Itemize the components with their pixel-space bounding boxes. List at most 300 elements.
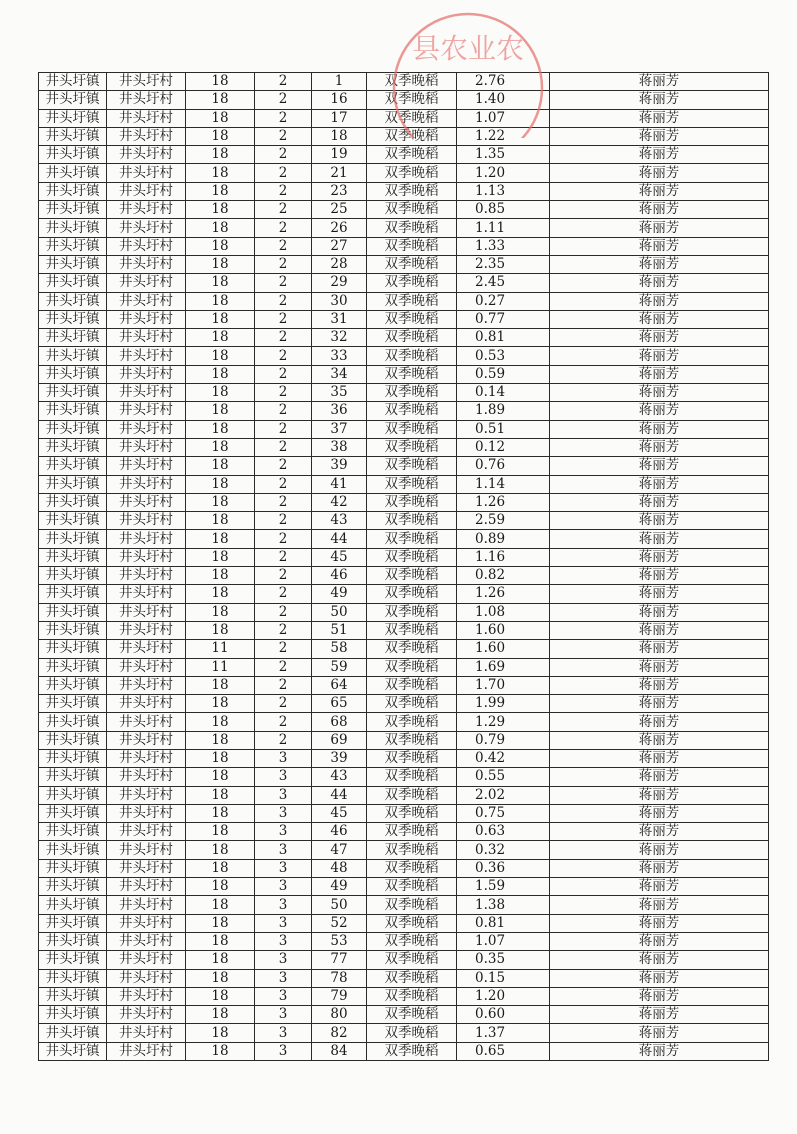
area-cell: 0.42 <box>457 749 550 767</box>
person-cell: 蒋丽芳 <box>550 932 769 950</box>
crop-cell: 双季晚稻 <box>367 951 457 969</box>
group-cell: 18 <box>186 201 255 219</box>
plot-number-cell: 32 <box>312 329 367 347</box>
group-cell: 18 <box>186 310 255 328</box>
area-cell: 0.51 <box>457 420 550 438</box>
table-row <box>39 621 769 639</box>
village-cell: 井头圩村 <box>107 567 186 585</box>
table-row <box>39 914 769 932</box>
table-row <box>39 438 769 456</box>
zone-cell: 2 <box>255 164 312 182</box>
town-cell: 井头圩镇 <box>39 201 107 219</box>
zone-cell: 2 <box>255 548 312 566</box>
village-cell: 井头圩村 <box>107 749 186 767</box>
zone-cell: 2 <box>255 420 312 438</box>
town-cell: 井头圩镇 <box>39 274 107 292</box>
person-cell: 蒋丽芳 <box>550 164 769 182</box>
table-row <box>39 695 769 713</box>
village-cell: 井头圩村 <box>107 548 186 566</box>
village-cell: 井头圩村 <box>107 402 186 420</box>
area-cell: 2.35 <box>457 255 550 273</box>
area-cell: 1.38 <box>457 896 550 914</box>
group-cell: 11 <box>186 658 255 676</box>
zone-cell: 2 <box>255 512 312 530</box>
town-cell: 井头圩镇 <box>39 987 107 1005</box>
town-cell: 井头圩镇 <box>39 1042 107 1060</box>
town-cell: 井头圩镇 <box>39 695 107 713</box>
plot-number-cell: 46 <box>312 823 367 841</box>
area-cell: 1.29 <box>457 713 550 731</box>
plot-number-cell: 35 <box>312 384 367 402</box>
table-row <box>39 951 769 969</box>
area-cell: 1.35 <box>457 146 550 164</box>
zone-cell: 3 <box>255 1024 312 1042</box>
plot-number-cell: 44 <box>312 530 367 548</box>
person-cell: 蒋丽芳 <box>550 859 769 877</box>
plot-number-cell: 39 <box>312 457 367 475</box>
group-cell: 18 <box>186 713 255 731</box>
group-cell: 18 <box>186 1024 255 1042</box>
village-cell: 井头圩村 <box>107 109 186 127</box>
village-cell: 井头圩村 <box>107 274 186 292</box>
person-cell: 蒋丽芳 <box>550 402 769 420</box>
town-cell: 井头圩镇 <box>39 420 107 438</box>
town-cell: 井头圩镇 <box>39 402 107 420</box>
person-cell: 蒋丽芳 <box>550 548 769 566</box>
plot-number-cell: 43 <box>312 768 367 786</box>
plot-number-cell: 21 <box>312 164 367 182</box>
crop-cell: 双季晚稻 <box>367 384 457 402</box>
town-cell: 井头圩镇 <box>39 658 107 676</box>
village-cell: 井头圩村 <box>107 512 186 530</box>
town-cell: 井头圩镇 <box>39 475 107 493</box>
crop-cell: 双季晚稻 <box>367 768 457 786</box>
person-cell: 蒋丽芳 <box>550 676 769 694</box>
village-cell: 井头圩村 <box>107 640 186 658</box>
table-row <box>39 749 769 767</box>
town-cell: 井头圩镇 <box>39 347 107 365</box>
area-cell: 0.53 <box>457 347 550 365</box>
town-cell: 井头圩镇 <box>39 969 107 987</box>
crop-cell: 双季晚稻 <box>367 146 457 164</box>
zone-cell: 2 <box>255 530 312 548</box>
town-cell: 井头圩镇 <box>39 292 107 310</box>
table-row <box>39 365 769 383</box>
person-cell: 蒋丽芳 <box>550 567 769 585</box>
table-row <box>39 567 769 585</box>
area-cell: 0.76 <box>457 457 550 475</box>
village-cell: 井头圩村 <box>107 310 186 328</box>
area-cell: 1.11 <box>457 219 550 237</box>
zone-cell: 2 <box>255 585 312 603</box>
zone-cell: 2 <box>255 695 312 713</box>
group-cell: 18 <box>186 329 255 347</box>
crop-cell: 双季晚稻 <box>367 548 457 566</box>
village-cell: 井头圩村 <box>107 804 186 822</box>
zone-cell: 2 <box>255 329 312 347</box>
table-row <box>39 420 769 438</box>
person-cell: 蒋丽芳 <box>550 768 769 786</box>
person-cell: 蒋丽芳 <box>550 182 769 200</box>
town-cell: 井头圩镇 <box>39 219 107 237</box>
area-cell: 1.07 <box>457 109 550 127</box>
group-cell: 18 <box>186 73 255 91</box>
group-cell: 18 <box>186 896 255 914</box>
group-cell: 18 <box>186 951 255 969</box>
village-cell: 井头圩村 <box>107 164 186 182</box>
zone-cell: 3 <box>255 932 312 950</box>
table-row <box>39 768 769 786</box>
table-row <box>39 603 769 621</box>
village-cell: 井头圩村 <box>107 932 186 950</box>
town-cell: 井头圩镇 <box>39 127 107 145</box>
crop-cell: 双季晚稻 <box>367 567 457 585</box>
area-cell: 1.14 <box>457 475 550 493</box>
crop-cell: 双季晚稻 <box>367 493 457 511</box>
person-cell: 蒋丽芳 <box>550 512 769 530</box>
crop-cell: 双季晚稻 <box>367 530 457 548</box>
plot-number-cell: 51 <box>312 621 367 639</box>
town-cell: 井头圩镇 <box>39 146 107 164</box>
plot-number-cell: 69 <box>312 731 367 749</box>
plot-number-cell: 64 <box>312 676 367 694</box>
area-cell: 1.59 <box>457 878 550 896</box>
zone-cell: 2 <box>255 567 312 585</box>
plot-number-cell: 78 <box>312 969 367 987</box>
village-cell: 井头圩村 <box>107 457 186 475</box>
village-cell: 井头圩村 <box>107 841 186 859</box>
person-cell: 蒋丽芳 <box>550 530 769 548</box>
table-row <box>39 658 769 676</box>
person-cell: 蒋丽芳 <box>550 219 769 237</box>
town-cell: 井头圩镇 <box>39 749 107 767</box>
group-cell: 18 <box>186 146 255 164</box>
zone-cell: 2 <box>255 274 312 292</box>
town-cell: 井头圩镇 <box>39 713 107 731</box>
area-cell: 1.26 <box>457 585 550 603</box>
crop-cell: 双季晚稻 <box>367 365 457 383</box>
person-cell: 蒋丽芳 <box>550 896 769 914</box>
crop-cell: 双季晚稻 <box>367 731 457 749</box>
crop-cell: 双季晚稻 <box>367 823 457 841</box>
group-cell: 18 <box>186 749 255 767</box>
person-cell: 蒋丽芳 <box>550 914 769 932</box>
person-cell: 蒋丽芳 <box>550 878 769 896</box>
town-cell: 井头圩镇 <box>39 310 107 328</box>
person-cell: 蒋丽芳 <box>550 640 769 658</box>
village-cell: 井头圩村 <box>107 896 186 914</box>
zone-cell: 2 <box>255 640 312 658</box>
person-cell: 蒋丽芳 <box>550 475 769 493</box>
zone-cell: 2 <box>255 713 312 731</box>
plot-number-cell: 26 <box>312 219 367 237</box>
area-cell: 1.33 <box>457 237 550 255</box>
area-cell: 2.59 <box>457 512 550 530</box>
person-cell: 蒋丽芳 <box>550 695 769 713</box>
zone-cell: 2 <box>255 475 312 493</box>
table-row <box>39 676 769 694</box>
person-cell: 蒋丽芳 <box>550 384 769 402</box>
table-row <box>39 1024 769 1042</box>
crop-cell: 双季晚稻 <box>367 786 457 804</box>
area-cell: 0.55 <box>457 768 550 786</box>
town-cell: 井头圩镇 <box>39 1024 107 1042</box>
person-cell: 蒋丽芳 <box>550 255 769 273</box>
village-cell: 井头圩村 <box>107 585 186 603</box>
person-cell: 蒋丽芳 <box>550 951 769 969</box>
village-cell: 井头圩村 <box>107 621 186 639</box>
plot-number-cell: 68 <box>312 713 367 731</box>
crop-cell: 双季晚稻 <box>367 182 457 200</box>
village-cell: 井头圩村 <box>107 73 186 91</box>
group-cell: 18 <box>186 1006 255 1024</box>
zone-cell: 2 <box>255 146 312 164</box>
group-cell: 18 <box>186 676 255 694</box>
table-row <box>39 127 769 145</box>
village-cell: 井头圩村 <box>107 384 186 402</box>
plot-number-cell: 48 <box>312 859 367 877</box>
group-cell: 18 <box>186 567 255 585</box>
zone-cell: 3 <box>255 786 312 804</box>
village-cell: 井头圩村 <box>107 146 186 164</box>
group-cell: 18 <box>186 987 255 1005</box>
town-cell: 井头圩镇 <box>39 585 107 603</box>
person-cell: 蒋丽芳 <box>550 731 769 749</box>
area-cell: 0.27 <box>457 292 550 310</box>
group-cell: 18 <box>186 475 255 493</box>
table-row <box>39 878 769 896</box>
zone-cell: 3 <box>255 878 312 896</box>
person-cell: 蒋丽芳 <box>550 1024 769 1042</box>
plot-number-cell: 16 <box>312 91 367 109</box>
zone-cell: 3 <box>255 969 312 987</box>
table-row <box>39 73 769 91</box>
crop-cell: 双季晚稻 <box>367 859 457 877</box>
village-cell: 井头圩村 <box>107 329 186 347</box>
person-cell: 蒋丽芳 <box>550 274 769 292</box>
table-row <box>39 786 769 804</box>
table-row <box>39 932 769 950</box>
group-cell: 18 <box>186 859 255 877</box>
area-cell: 1.13 <box>457 182 550 200</box>
town-cell: 井头圩镇 <box>39 73 107 91</box>
zone-cell: 2 <box>255 127 312 145</box>
zone-cell: 2 <box>255 109 312 127</box>
zone-cell: 3 <box>255 896 312 914</box>
crop-cell: 双季晚稻 <box>367 640 457 658</box>
village-cell: 井头圩村 <box>107 201 186 219</box>
town-cell: 井头圩镇 <box>39 1006 107 1024</box>
table-row <box>39 823 769 841</box>
village-cell: 井头圩村 <box>107 365 186 383</box>
person-cell: 蒋丽芳 <box>550 292 769 310</box>
area-cell: 1.22 <box>457 127 550 145</box>
plot-number-cell: 43 <box>312 512 367 530</box>
town-cell: 井头圩镇 <box>39 823 107 841</box>
plot-number-cell: 19 <box>312 146 367 164</box>
area-cell: 1.60 <box>457 640 550 658</box>
group-cell: 18 <box>186 548 255 566</box>
person-cell: 蒋丽芳 <box>550 91 769 109</box>
town-cell: 井头圩镇 <box>39 255 107 273</box>
plot-number-cell: 47 <box>312 841 367 859</box>
village-cell: 井头圩村 <box>107 603 186 621</box>
crop-cell: 双季晚稻 <box>367 676 457 694</box>
village-cell: 井头圩村 <box>107 530 186 548</box>
person-cell: 蒋丽芳 <box>550 237 769 255</box>
town-cell: 井头圩镇 <box>39 512 107 530</box>
group-cell: 18 <box>186 109 255 127</box>
table-row <box>39 987 769 1005</box>
village-cell: 井头圩村 <box>107 237 186 255</box>
zone-cell: 2 <box>255 676 312 694</box>
village-cell: 井头圩村 <box>107 1042 186 1060</box>
village-cell: 井头圩村 <box>107 859 186 877</box>
crop-cell: 双季晚稻 <box>367 274 457 292</box>
person-cell: 蒋丽芳 <box>550 749 769 767</box>
group-cell: 18 <box>186 402 255 420</box>
plot-number-cell: 46 <box>312 567 367 585</box>
zone-cell: 3 <box>255 914 312 932</box>
zone-cell: 2 <box>255 310 312 328</box>
table-row <box>39 731 769 749</box>
table-row <box>39 1042 769 1060</box>
plot-number-cell: 38 <box>312 438 367 456</box>
table-row <box>39 548 769 566</box>
person-cell: 蒋丽芳 <box>550 73 769 91</box>
area-cell: 1.37 <box>457 1024 550 1042</box>
town-cell: 井头圩镇 <box>39 804 107 822</box>
table-row <box>39 896 769 914</box>
table-row <box>39 164 769 182</box>
group-cell: 18 <box>186 768 255 786</box>
person-cell: 蒋丽芳 <box>550 457 769 475</box>
town-cell: 井头圩镇 <box>39 548 107 566</box>
area-cell: 0.81 <box>457 329 550 347</box>
table-row <box>39 804 769 822</box>
crop-cell: 双季晚稻 <box>367 255 457 273</box>
person-cell: 蒋丽芳 <box>550 109 769 127</box>
person-cell: 蒋丽芳 <box>550 585 769 603</box>
person-cell: 蒋丽芳 <box>550 658 769 676</box>
plot-number-cell: 41 <box>312 475 367 493</box>
town-cell: 井头圩镇 <box>39 951 107 969</box>
zone-cell: 2 <box>255 237 312 255</box>
crop-cell: 双季晚稻 <box>367 841 457 859</box>
crop-cell: 双季晚稻 <box>367 695 457 713</box>
area-cell: 0.14 <box>457 384 550 402</box>
plot-number-cell: 80 <box>312 1006 367 1024</box>
village-cell: 井头圩村 <box>107 292 186 310</box>
group-cell: 18 <box>186 585 255 603</box>
area-cell: 1.89 <box>457 402 550 420</box>
zone-cell: 3 <box>255 859 312 877</box>
crop-cell: 双季晚稻 <box>367 164 457 182</box>
crop-cell: 双季晚稻 <box>367 475 457 493</box>
group-cell: 18 <box>186 274 255 292</box>
table-row <box>39 530 769 548</box>
crop-cell: 双季晚稻 <box>367 73 457 91</box>
area-cell: 0.35 <box>457 951 550 969</box>
village-cell: 井头圩村 <box>107 91 186 109</box>
zone-cell: 2 <box>255 91 312 109</box>
zone-cell: 3 <box>255 1006 312 1024</box>
table-row <box>39 512 769 530</box>
land-record-sheet <box>38 72 768 1061</box>
village-cell: 井头圩村 <box>107 1006 186 1024</box>
group-cell: 18 <box>186 878 255 896</box>
zone-cell: 2 <box>255 182 312 200</box>
area-cell: 0.77 <box>457 310 550 328</box>
village-cell: 井头圩村 <box>107 823 186 841</box>
plot-number-cell: 30 <box>312 292 367 310</box>
group-cell: 18 <box>186 512 255 530</box>
person-cell: 蒋丽芳 <box>550 310 769 328</box>
zone-cell: 2 <box>255 457 312 475</box>
crop-cell: 双季晚稻 <box>367 896 457 914</box>
crop-cell: 双季晚稻 <box>367 201 457 219</box>
group-cell: 18 <box>186 530 255 548</box>
plot-number-cell: 50 <box>312 603 367 621</box>
area-cell: 0.63 <box>457 823 550 841</box>
person-cell: 蒋丽芳 <box>550 621 769 639</box>
table-row <box>39 859 769 877</box>
group-cell: 18 <box>186 603 255 621</box>
town-cell: 井头圩镇 <box>39 237 107 255</box>
zone-cell: 2 <box>255 658 312 676</box>
crop-cell: 双季晚稻 <box>367 347 457 365</box>
plot-number-cell: 36 <box>312 402 367 420</box>
crop-cell: 双季晚稻 <box>367 585 457 603</box>
area-cell: 0.32 <box>457 841 550 859</box>
area-cell: 1.16 <box>457 548 550 566</box>
table-row <box>39 457 769 475</box>
group-cell: 18 <box>186 1042 255 1060</box>
village-cell: 井头圩村 <box>107 347 186 365</box>
plot-number-cell: 49 <box>312 878 367 896</box>
plot-number-cell: 84 <box>312 1042 367 1060</box>
village-cell: 井头圩村 <box>107 969 186 987</box>
table-row <box>39 640 769 658</box>
zone-cell: 2 <box>255 731 312 749</box>
town-cell: 井头圩镇 <box>39 567 107 585</box>
crop-cell: 双季晚稻 <box>367 292 457 310</box>
person-cell: 蒋丽芳 <box>550 969 769 987</box>
table-row <box>39 109 769 127</box>
zone-cell: 2 <box>255 255 312 273</box>
plot-number-cell: 59 <box>312 658 367 676</box>
village-cell: 井头圩村 <box>107 127 186 145</box>
group-cell: 18 <box>186 91 255 109</box>
person-cell: 蒋丽芳 <box>550 146 769 164</box>
area-cell: 1.20 <box>457 987 550 1005</box>
zone-cell: 2 <box>255 201 312 219</box>
village-cell: 井头圩村 <box>107 676 186 694</box>
area-cell: 2.02 <box>457 786 550 804</box>
person-cell: 蒋丽芳 <box>550 603 769 621</box>
town-cell: 井头圩镇 <box>39 841 107 859</box>
town-cell: 井头圩镇 <box>39 182 107 200</box>
crop-cell: 双季晚稻 <box>367 1024 457 1042</box>
town-cell: 井头圩镇 <box>39 91 107 109</box>
person-cell: 蒋丽芳 <box>550 823 769 841</box>
zone-cell: 2 <box>255 384 312 402</box>
town-cell: 井头圩镇 <box>39 109 107 127</box>
person-cell: 蒋丽芳 <box>550 420 769 438</box>
area-cell: 1.20 <box>457 164 550 182</box>
zone-cell: 2 <box>255 73 312 91</box>
town-cell: 井头圩镇 <box>39 164 107 182</box>
